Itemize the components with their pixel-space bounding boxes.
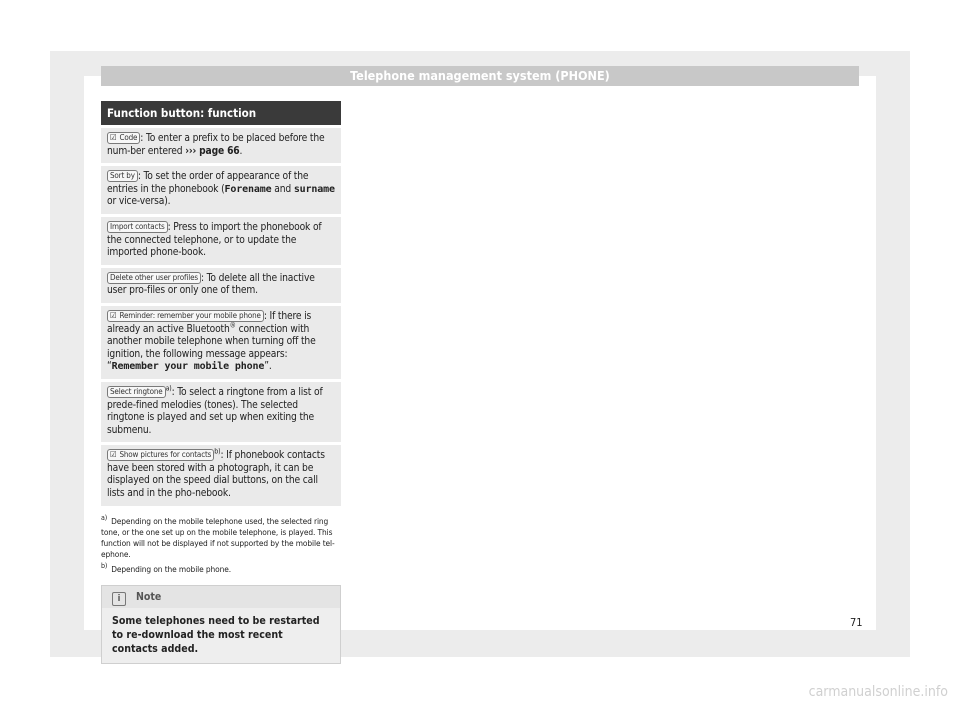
table-row-delete-profiles: Delete other user profiles : To delete all the inactive user pro-files or only one of them. xyxy=(101,268,341,303)
footnote-a: $^{a)}$ Depending on the mobile telephone used, the selected ring tone, or the one set up on the mobile telephone, is played. This function will not be displayed if not supported by the mobile tel-ephone. xyxy=(101,513,335,559)
table-row-select-ringtone: Select ringtone $^{a)}$: To select a ringtone from a list of prede-fined melodies (tones). The selected ringtone is played and set up when exiting the submenu. xyxy=(101,382,341,442)
checkbox-icon: ☑ xyxy=(110,310,117,320)
table-row-sort-by: Sort by : To set the order of appearance of the entries in the phonebook (Forename and surname or vice-versa). xyxy=(101,166,341,214)
table-heading: Function button: function xyxy=(101,101,341,125)
note-box xyxy=(101,585,341,664)
page-header: Telephone management system (PHONE) xyxy=(101,66,859,86)
content-column xyxy=(101,101,341,664)
checkbox-icon: ☑ xyxy=(110,133,117,142)
code-key: ☑ Code xyxy=(107,132,140,144)
sort-by-key: Sort by xyxy=(107,170,138,182)
select-ringtone-key: Select ringtone xyxy=(107,386,166,398)
delete-profiles-key: Delete other user profiles xyxy=(107,272,201,284)
checkbox-icon: ☑ xyxy=(110,450,117,460)
footnotes xyxy=(101,513,341,575)
page-reference[interactable]: ››› page 66 xyxy=(185,145,240,157)
footnote-b: $^{b)}$ Depending on the mobile phone. xyxy=(101,561,232,574)
table-row-reminder: ☑ Reminder: remember your mobile phone : If there is already an active Bluetooth® connection with another mobile telephone when turning off the ignition, the following message appears: “Remember your mobile phone”. xyxy=(101,306,341,379)
show-pictures-key: ☑ Show pictures for contacts xyxy=(107,449,214,461)
note-text: Some telephones need to be restarted to re-download the most recent contacts added. xyxy=(102,608,340,663)
page-number: 71 xyxy=(850,616,863,629)
watermark: carmanualsonline.info xyxy=(808,684,948,700)
info-icon: i xyxy=(112,592,126,606)
table-row-show-pictures: ☑ Show pictures for contacts $^{b)}$: If phonebook contacts have been stored with a photograph, it can be displayed on the speed dial buttons, on the call lists and in the pho-nebook. xyxy=(101,445,341,505)
reminder-key: ☑ Reminder: remember your mobile phone xyxy=(107,310,264,322)
note-header: i Note xyxy=(102,586,340,608)
table-row-import-contacts: Import contacts : Press to import the phonebook of the connected telephone, or to update the imported phone-book. xyxy=(101,217,341,265)
table-row-code: ☑ Code : To enter a prefix to be placed before the num-ber entered ››› page 66. xyxy=(101,128,341,163)
import-contacts-key: Import contacts xyxy=(107,221,168,233)
